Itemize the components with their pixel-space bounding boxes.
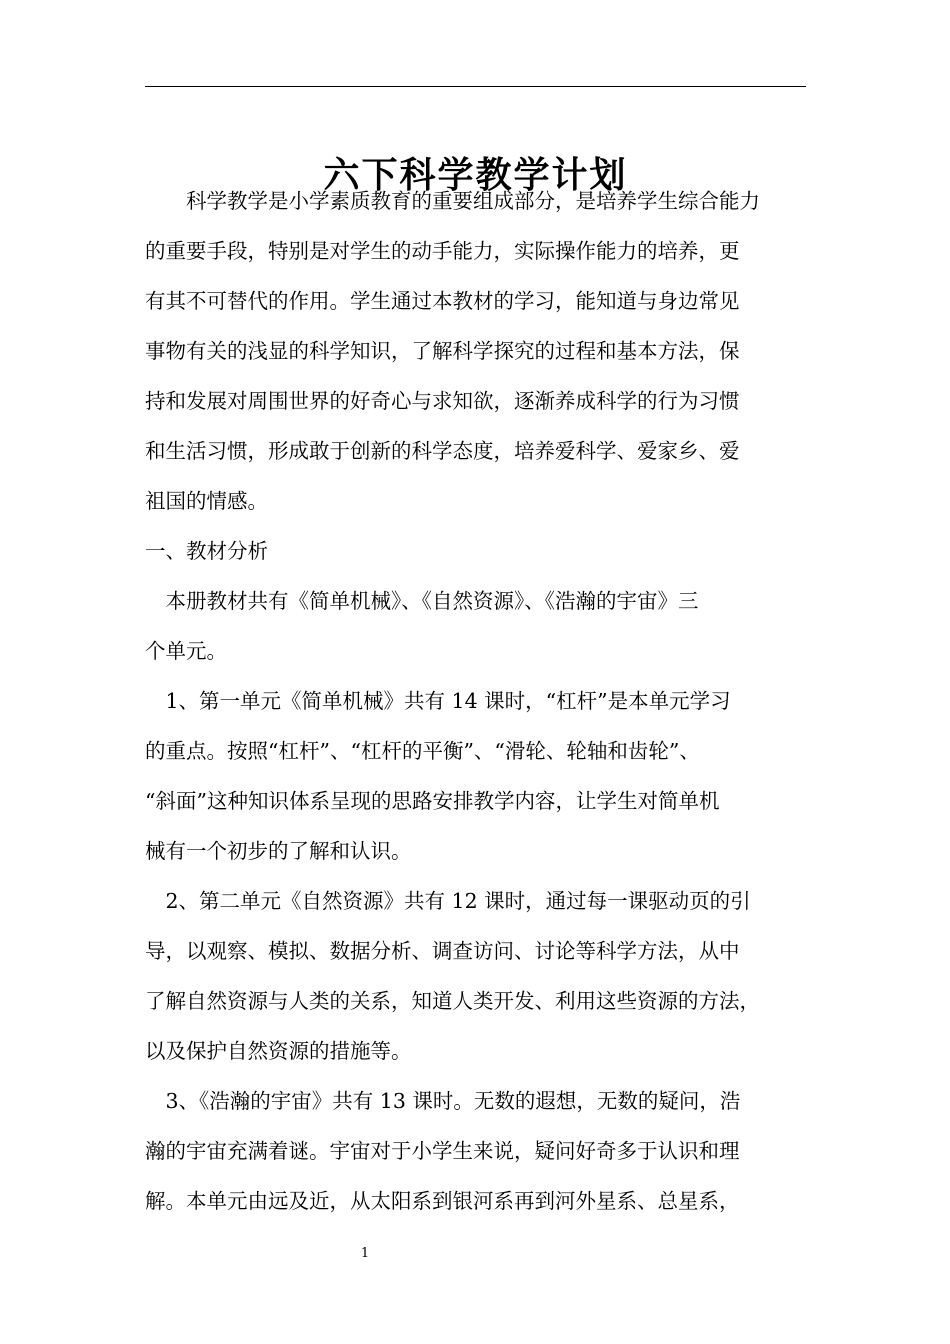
body-text	[145, 176, 815, 1226]
section-heading: 一、教材分析	[145, 539, 268, 563]
text-line: 的重点。按照“杠杆”、“杠杆的平衡”、“滑轮、轮轴和齿轮”、	[145, 739, 700, 763]
text-line: 持和发展对周围世界的好奇心与求知欲，逐渐养成科学的行为习惯	[145, 389, 740, 413]
text-line: 个单元。	[145, 639, 227, 663]
text-line: 以及保护自然资源的措施等。	[145, 1039, 412, 1063]
text-line: 有其不可替代的作用。学生通过本教材的学习，能知道与身边常见	[145, 289, 740, 313]
text-line: 了解自然资源与人类的关系，知道人类开发、利用这些资源的方法，	[145, 989, 760, 1013]
text-line: 械有一个初步的了解和认识。	[145, 839, 412, 863]
text-line: 的重要手段，特别是对学生的动手能力，实际操作能力的培养，更	[145, 239, 740, 263]
text-line: 3、《浩瀚的宇宙》共有 13 课时。无数的遐想，无数的疑问，浩	[145, 1089, 741, 1113]
page-number: 1	[360, 1246, 370, 1261]
text-line: 本册教材共有《简单机械》、《自然资源》、《浩瀚的宇宙》三	[145, 589, 699, 613]
text-line: 祖国的情感。	[145, 489, 268, 513]
text-line: 解。本单元由远及近，从太阳系到银河系再到河外星系、总星系，	[145, 1189, 740, 1213]
text-line: 导，以观察、模拟、数据分析、调查访问、讨论等科学方法，从中	[145, 939, 740, 963]
text-line: 和生活习惯，形成敢于创新的科学态度，培养爱科学、爱家乡、爱	[145, 439, 740, 463]
text-line: 瀚的宇宙充满着谜。宇宙对于小学生来说，疑问好奇多于认识和理	[145, 1139, 740, 1163]
page-title: 六下科学教学计划	[323, 155, 628, 197]
text-line: 科学教学是小学素质教育的重要组成部分，是培养学生综合能力	[145, 189, 760, 213]
text-line: 2、第二单元《自然资源》共有 12 课时，通过每一课驱动页的引	[145, 889, 751, 913]
text-line: 事物有关的浅显的科学知识，了解科学探究的过程和基本方法，保	[145, 339, 740, 363]
text-line: “斜面”这种知识体系呈现的思路安排教学内容，让学生对简单机	[145, 789, 720, 813]
header-rule	[145, 86, 806, 87]
text-line: 1、第一单元《简单机械》共有 14 课时，“杠杆”是本单元学习	[145, 689, 731, 713]
